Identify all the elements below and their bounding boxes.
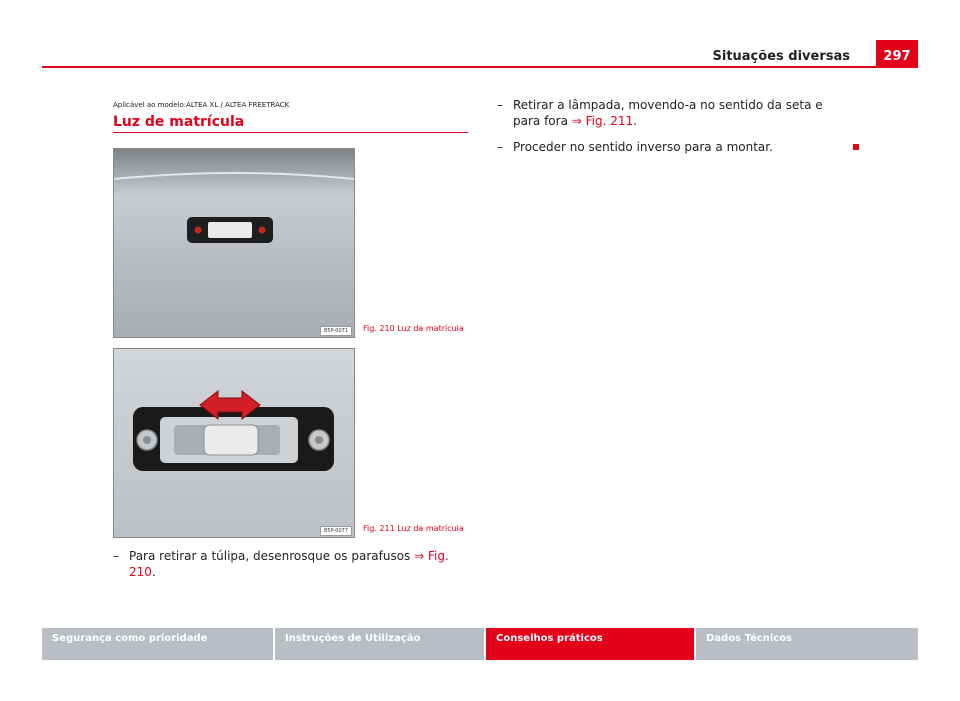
step-suffix: .: [151, 565, 156, 579]
figure-211-caption: Fig. 211 Luz da matrícula: [363, 524, 464, 533]
step-reassemble: [497, 139, 847, 155]
bullet-dash: –: [113, 549, 119, 563]
step-remove-lens: [113, 548, 473, 580]
figure-code: B5P-0077: [320, 526, 352, 536]
page-number: 297: [876, 40, 918, 66]
figure-211-image: [113, 348, 355, 538]
page-header-title: Situações diversas: [712, 49, 850, 64]
section-end-marker: [853, 144, 859, 150]
bullet-dash: –: [497, 98, 503, 112]
step-remove-bulb: [497, 97, 847, 129]
figure-210-caption: Fig. 210 Luz da matrícula: [363, 324, 464, 333]
footer-nav: [42, 628, 918, 660]
applicability-note: Aplicável ao modelo:ALTEA XL / ALTEA FREETRACK: [113, 101, 290, 109]
figure-code: B5P-0071: [320, 326, 352, 336]
step-text: Para retirar a túlipa, desenrosque os parafusos: [129, 549, 415, 563]
tab-instrucoes[interactable]: Instruções de Utilização: [273, 628, 484, 660]
section-title: Luz de matrícula: [113, 114, 245, 130]
section-divider: [113, 132, 468, 133]
figure-210-image: [113, 148, 355, 338]
figure-reference-link[interactable]: ⇒ Fig. 210: [129, 549, 449, 579]
figure-reference-link[interactable]: ⇒ Fig. 211: [571, 114, 634, 128]
tab-conselhos-active[interactable]: Conselhos práticos: [484, 628, 694, 660]
step-text: Retirar a lâmpada, movendo-a no sentido da seta e para fora: [513, 98, 823, 128]
bullet-dash: –: [497, 140, 503, 154]
tab-dados-tecnicos[interactable]: Dados Técnicos: [694, 628, 918, 660]
header-divider: [42, 66, 918, 68]
tab-seguranca[interactable]: Segurança como prioridade: [42, 628, 273, 660]
step-suffix: .: [633, 114, 637, 128]
step-text: Proceder no sentido inverso para a montar.: [513, 140, 773, 154]
